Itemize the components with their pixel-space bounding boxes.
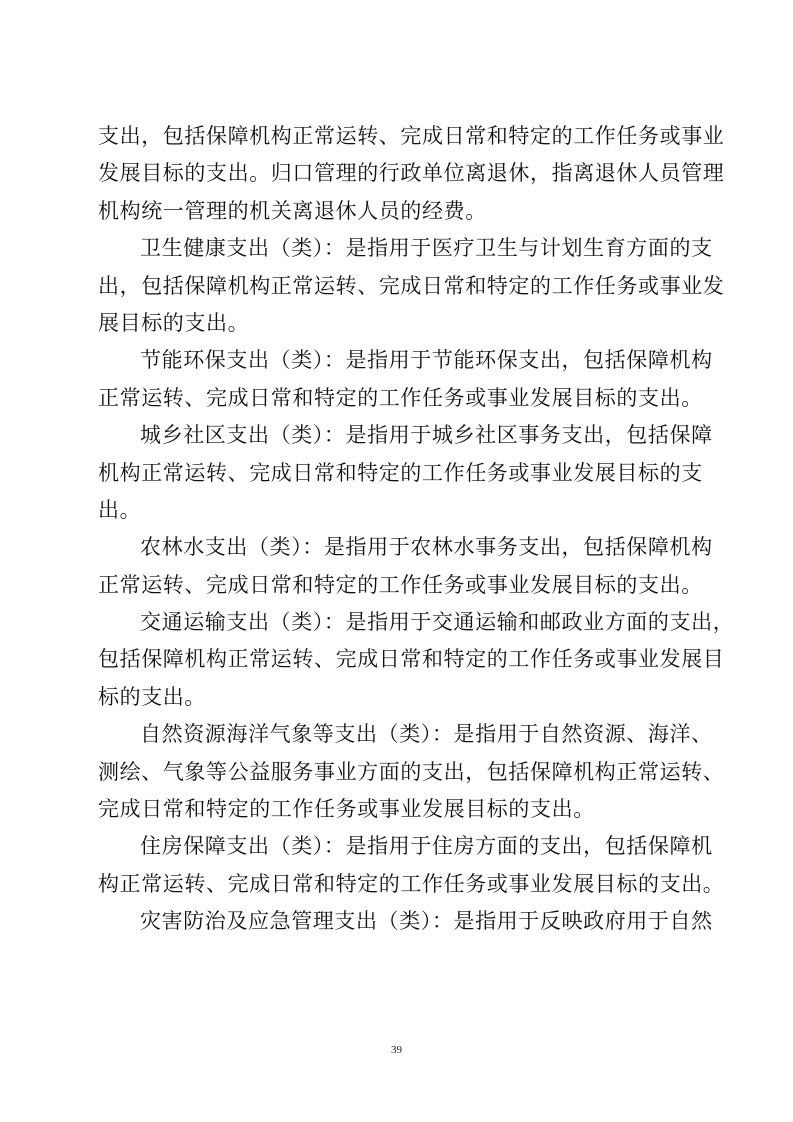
- paragraph-start-line: 卫生健康支出（类）：是指用于医疗卫生与计划生育方面的支: [140, 236, 713, 261]
- text-line: 包括保障机构正常运转、完成日常和特定的工作任务或事业发展目: [98, 647, 725, 672]
- paragraph-start-line: 住房保障支出（类）：是指用于住房方面的支出，包括保障机: [140, 834, 713, 859]
- text-line: 机构统一管理的机关离退休人员的经费。: [98, 198, 487, 223]
- paragraph-start-line: 农林水支出（类）：是指用于农林水事务支出，包括保障机构: [140, 535, 713, 560]
- text-line: 机构正常运转、完成日常和特定的工作任务或事业发展目标的支: [98, 460, 703, 485]
- text-line: 正常运转、完成日常和特定的工作任务或事业发展目标的支出。: [98, 572, 703, 597]
- text-line: 完成日常和特定的工作任务或事业发展目标的支出。: [98, 797, 595, 822]
- text-line: 测绘、气象等公益服务事业方面的支出，包括保障机构正常运转、: [98, 759, 725, 784]
- text-line: 支出，包括保障机构正常运转、完成日常和特定的工作任务或事业: [98, 124, 725, 148]
- paragraph-start-line: 节能环保支出（类）：是指用于节能环保支出，包括保障机构: [140, 348, 713, 373]
- text-line: 正常运转、完成日常和特定的工作任务或事业发展目标的支出。: [98, 385, 703, 410]
- paragraph-start-line: 交通运输支出（类）：是指用于交通运输和邮政业方面的支出，: [140, 610, 735, 635]
- text-line: 展目标的支出。: [98, 310, 250, 335]
- page-number: 39: [391, 1044, 402, 1056]
- text-line: 标的支出。: [98, 684, 206, 709]
- body-text: [98, 118, 735, 941]
- text-line: 出。: [98, 497, 142, 522]
- text-line: 构正常运转、完成日常和特定的工作任务或事业发展目标的支出。: [98, 871, 725, 896]
- text-line: 发展目标的支出。归口管理的行政单位离退休，指离退休人员管理: [98, 161, 725, 186]
- paragraph-start-line: 城乡社区支出（类）：是指用于城乡社区事务支出，包括保障: [140, 423, 713, 448]
- paragraph-start-line: 自然资源海洋气象等支出（类）：是指用于自然资源、海洋、: [140, 722, 713, 747]
- paragraph-start-line: 灾害防治及应急管理支出（类）：是指用于反映政府用于自然: [140, 909, 713, 934]
- text-line: 出，包括保障机构正常运转、完成日常和特定的工作任务或事业发: [98, 273, 725, 298]
